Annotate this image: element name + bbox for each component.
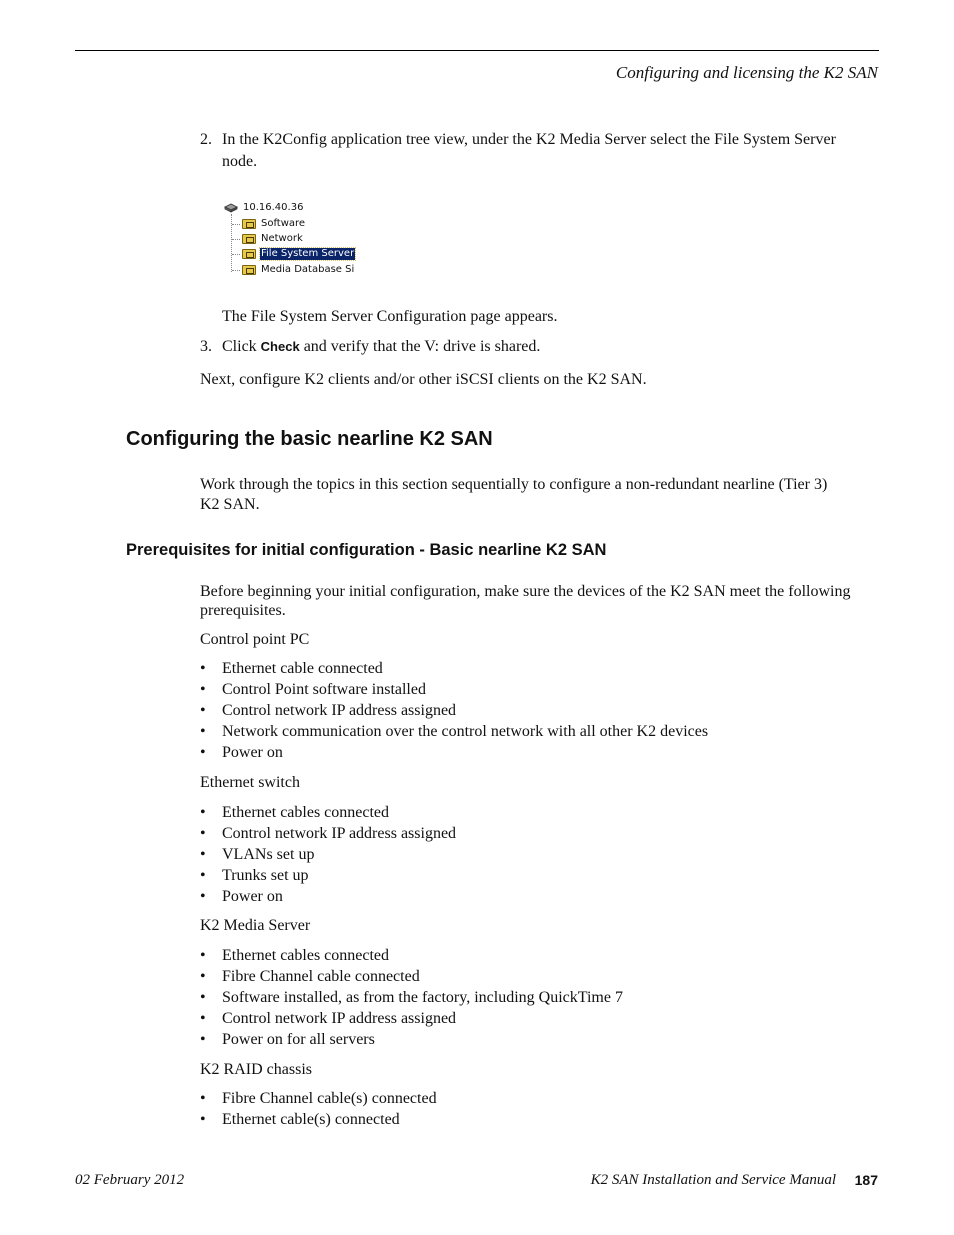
tree-connector bbox=[231, 214, 232, 272]
list-item: • Trunks set up bbox=[200, 865, 456, 886]
group-title-ethernet-switch: Ethernet switch bbox=[200, 774, 300, 791]
list-item: • Software installed, as from the factory, including QuickTime 7 bbox=[200, 987, 623, 1008]
after-tree-text: The File System Server Configuration page appears. bbox=[222, 308, 558, 325]
list-item: • Control network IP address assigned bbox=[200, 1008, 623, 1029]
list-item: • VLANs set up bbox=[200, 844, 456, 865]
section-heading: Configuring the basic nearline K2 SAN bbox=[126, 428, 493, 450]
check-button-label: Check bbox=[260, 339, 300, 354]
list-item: • Ethernet cable connected bbox=[200, 658, 708, 679]
footer-manual-title: K2 SAN Installation and Service Manual bbox=[590, 1172, 836, 1188]
list-control-point-pc bbox=[200, 658, 708, 763]
tree-root-label: 10.16.40.36 bbox=[243, 202, 304, 213]
group-title-k2-raid-chassis: K2 RAID chassis bbox=[200, 1061, 312, 1078]
list-item: • Fibre Channel cable(s) connected bbox=[200, 1088, 437, 1109]
tree-branch bbox=[232, 239, 240, 240]
folder-icon bbox=[242, 249, 256, 259]
list-item: • Fibre Channel cable connected bbox=[200, 966, 623, 987]
tree-item-label: Software bbox=[261, 218, 306, 229]
list-item: • Power on for all servers bbox=[200, 1029, 623, 1050]
tree-item-label: Media Database Si bbox=[261, 264, 355, 275]
step-number: 3. bbox=[200, 338, 212, 355]
subsection-intro-line2: prerequisites. bbox=[200, 602, 286, 619]
running-title: Configuring and licensing the K2 SAN bbox=[615, 63, 878, 82]
step-text-line1: In the K2Config application tree view, under the K2 Media Server select the File System Server bbox=[222, 131, 836, 148]
step-number: 2. bbox=[200, 131, 212, 148]
server-icon bbox=[224, 203, 238, 213]
tree-branch bbox=[232, 270, 240, 271]
header-rule bbox=[75, 50, 879, 51]
step-2 bbox=[200, 130, 880, 174]
section-intro-line1: Work through the topics in this section sequentially to configure a non-redundant nearline (Tier 3) bbox=[200, 476, 828, 493]
subsection-heading: Prerequisites for initial configuration - Basic nearline K2 SAN bbox=[126, 541, 607, 559]
folder-icon bbox=[242, 234, 256, 244]
list-ethernet-switch bbox=[200, 802, 456, 907]
step-suffix: and verify that the V: drive is shared. bbox=[303, 338, 541, 355]
group-title-control-point-pc: Control point PC bbox=[200, 631, 310, 648]
tree-branch bbox=[232, 254, 240, 255]
list-item: • Control Point software installed bbox=[200, 679, 708, 700]
list-k2-media-server bbox=[200, 945, 623, 1050]
list-item: • Power on bbox=[200, 742, 708, 763]
group-title-k2-media-server: K2 Media Server bbox=[200, 917, 311, 934]
tree-view bbox=[222, 202, 355, 278]
next-text: Next, configure K2 clients and/or other iSCSI clients on the K2 SAN. bbox=[200, 371, 647, 388]
step-3 bbox=[200, 337, 880, 359]
list-item: • Network communication over the control network with all other K2 devices bbox=[200, 721, 708, 742]
list-item: • Control network IP address assigned bbox=[200, 823, 456, 844]
tree-item-label: Network bbox=[261, 233, 303, 244]
list-item: • Ethernet cables connected bbox=[200, 802, 456, 823]
section-intro-line2: K2 SAN. bbox=[200, 496, 260, 513]
list-item: • Power on bbox=[200, 886, 456, 907]
list-item: • Ethernet cables connected bbox=[200, 945, 623, 966]
step-text bbox=[222, 337, 540, 357]
folder-icon bbox=[242, 219, 256, 229]
footer-date: 02 February 2012 bbox=[75, 1172, 185, 1188]
list-k2-raid-chassis bbox=[200, 1088, 437, 1130]
tree-item-label: File System Server bbox=[261, 248, 355, 259]
step-prefix: Click bbox=[222, 338, 257, 355]
folder-icon bbox=[242, 265, 256, 275]
page-number: 187 bbox=[854, 1172, 878, 1188]
subsection-intro-line1: Before beginning your initial configuration, make sure the devices of the K2 SAN meet the following bbox=[200, 583, 851, 600]
list-item: • Ethernet cable(s) connected bbox=[200, 1109, 437, 1130]
step-text-line2: node. bbox=[222, 153, 258, 170]
list-item: • Control network IP address assigned bbox=[200, 700, 708, 721]
tree-branch bbox=[232, 224, 240, 225]
